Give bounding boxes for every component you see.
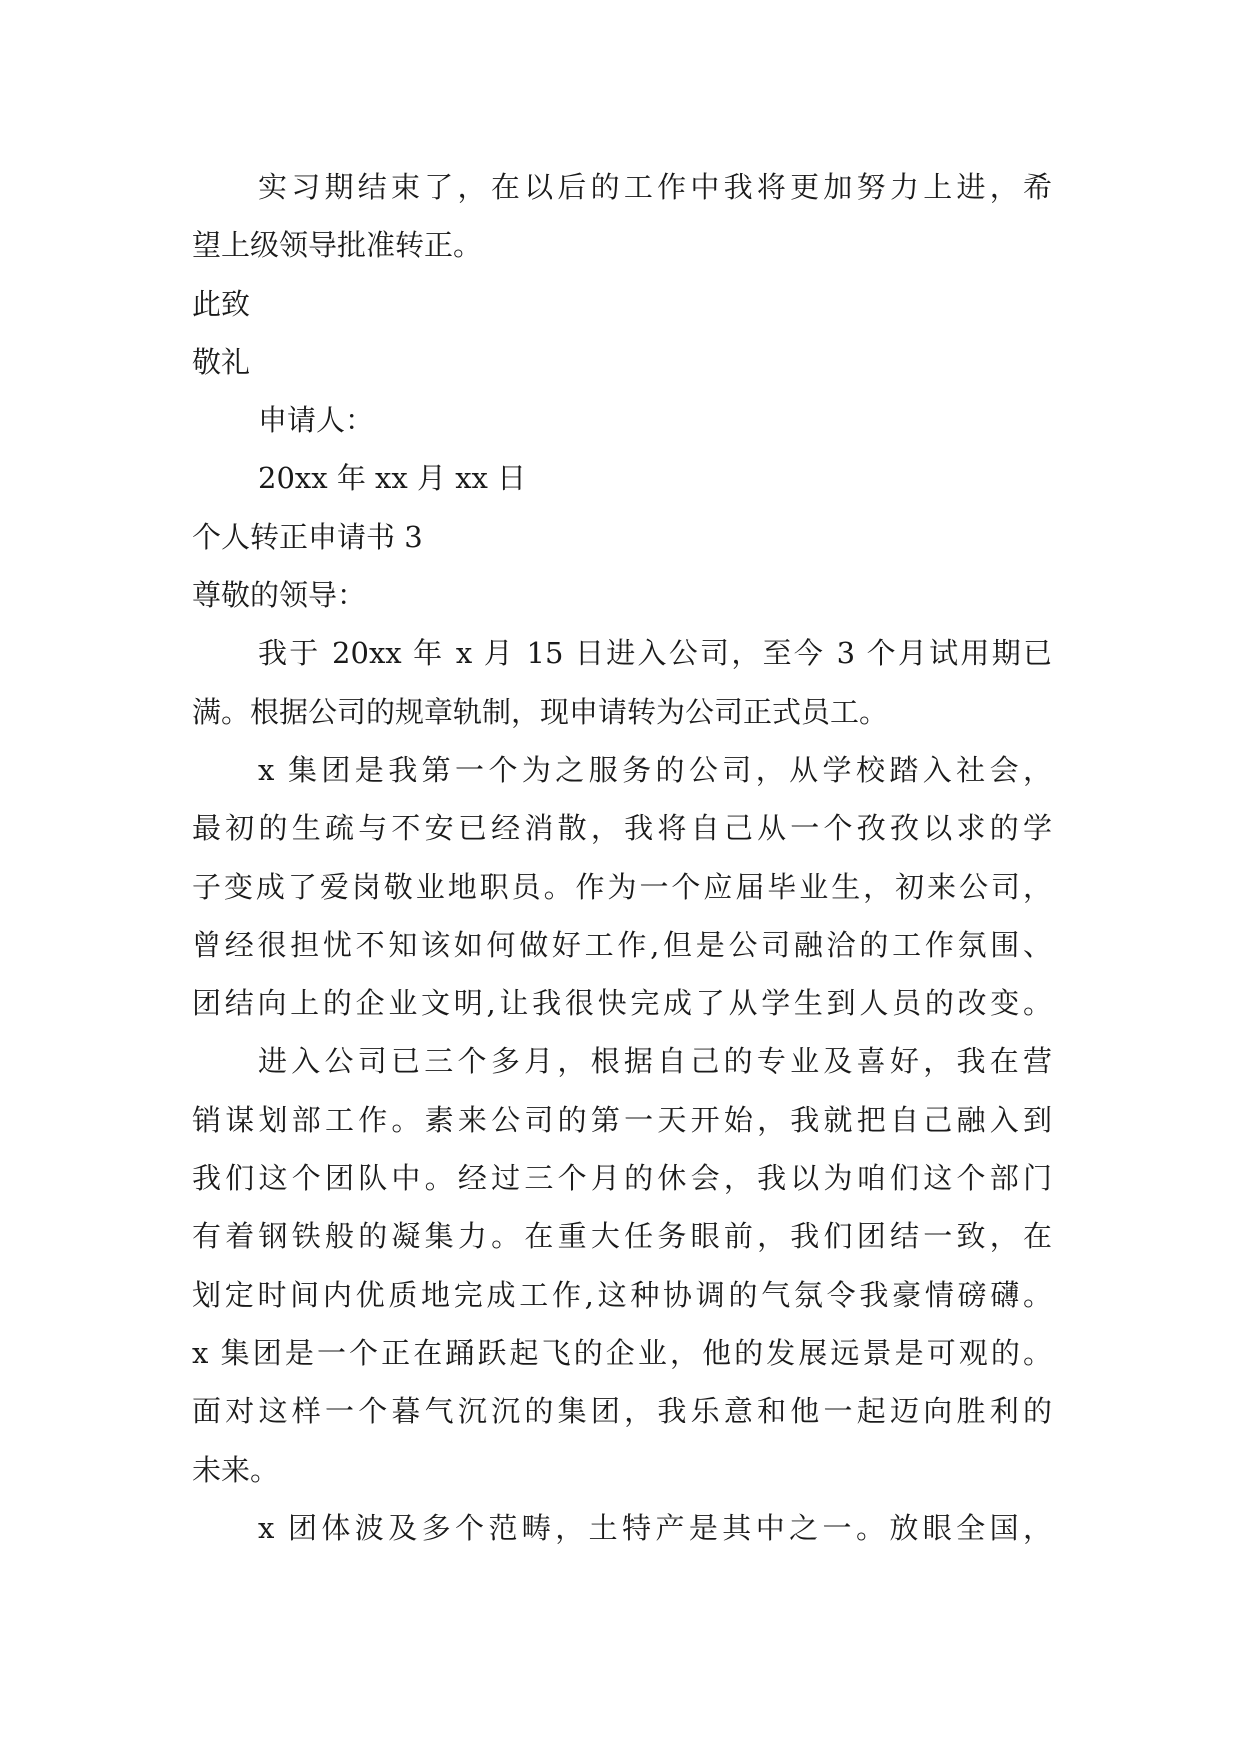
text-line: x 团体波及多个范畴，土特产是其中之一。放眼全国， (258, 1510, 1052, 1545)
text-line: 我们这个团队中。经过三个月的休会，我以为咱们这个部门 (192, 1161, 1052, 1196)
text-line: 子变成了爱岗敬业地职员。作为一个应届毕业生，初来公司， (192, 869, 1052, 904)
text-line: x 集团是我第一个为之服务的公司，从学校踏入社会， (258, 752, 1052, 787)
text-line: 我于 20xx 年 x 月 15 日进入公司，至今 3 个月试用期已 (258, 636, 1052, 671)
text-line: 进入公司已三个多月，根据自己的专业及喜好，我在营 (258, 1044, 1052, 1079)
text-line: 个人转正申请书 3 (192, 519, 423, 554)
text-line: 有着钢铁般的凝集力。在重大任务眼前，我们团结一致，在 (192, 1219, 1052, 1254)
text-line: 敬礼 (192, 344, 251, 379)
text-line: 最初的生疏与不安已经消散，我将自己从一个孜孜以求的学 (192, 811, 1052, 846)
text-line: 申请人： (258, 403, 375, 438)
document-body (192, 158, 1052, 1557)
text-line: x 集团是一个正在踊跃起飞的企业，他的发展远景是可观的。 (192, 1335, 1052, 1370)
text-line: 曾经很担忧不知该如何做好工作,但是公司融洽的工作氛围、 (192, 927, 1052, 962)
text-line: 满。根据公司的规章轨制，现申请转为公司正式员工。 (192, 694, 889, 729)
text-line: 此致 (192, 286, 251, 321)
text-line: 面对这样一个暮气沉沉的集团，我乐意和他一起迈向胜利的 (192, 1394, 1052, 1429)
text-line: 尊敬的领导： (192, 578, 367, 613)
text-line: 团结向上的企业文明,让我很快完成了从学生到人员的改变。 (192, 986, 1052, 1021)
text-line: 望上级领导批准转正。 (192, 228, 483, 263)
text-line: 实习期结束了，在以后的工作中我将更加努力上进，希 (258, 170, 1052, 204)
text-line: 未来。 (192, 1452, 280, 1487)
text-line: 20xx 年 xx 月 xx 日 (258, 461, 527, 496)
text-line: 划定时间内优质地完成工作,这种协调的气氛令我豪情磅礴。 (192, 1277, 1052, 1312)
text-line: 销谋划部工作。素来公司的第一天开始，我就把自己融入到 (192, 1102, 1052, 1137)
